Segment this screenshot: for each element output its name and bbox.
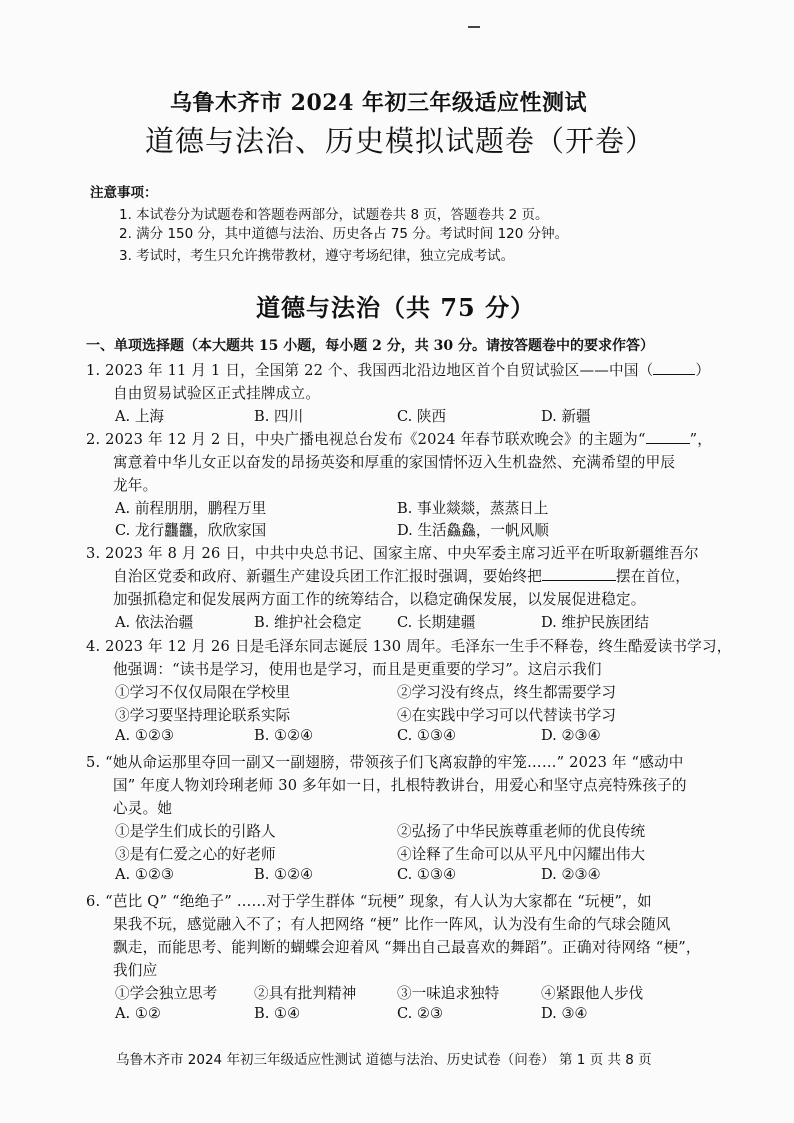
question-1-line: 1. 2023 年 11 月 1 日，全国第 22 个、我国西北沿边地区首个自贸试验区——中国（ ） bbox=[86, 362, 711, 379]
option-b: B. ①②④ bbox=[254, 866, 314, 883]
question-4-line: 4. 2023 年 12 月 26 日是毛泽东同志诞辰 130 周年。毛泽东一生手不释卷，终生酷爱读书学习， bbox=[86, 638, 732, 655]
question-5-line: 心灵。她 bbox=[113, 800, 173, 817]
question-3-line: 加强抓稳定和促发展两方面工作的统筹结合，以稳定确保发展，以发展促进稳定。 bbox=[113, 591, 646, 608]
question-6-line: 飘走，而能思考、能判断的蝴蝶会迎着风 “舞出自己最喜欢的舞蹈”。正确对待网络 “梗”， bbox=[113, 939, 701, 956]
option-c: C. 长期建疆 bbox=[397, 614, 476, 631]
statement-1: ①是学生们成长的引路人 bbox=[115, 823, 276, 840]
question-2-line: 寓意着中华儿女正以奋发的昂扬英姿和厚重的家国情怀迈入生机盎然、充满希望的甲辰 bbox=[113, 454, 676, 471]
page-footer: 乌鲁木齐市 2024 年初三年级适应性测试 道德与法治、历史试卷（问卷） 第 1 页 共 8 页 bbox=[116, 1052, 652, 1068]
question-5-line: 5. “她从命运那里夺回一副又一副翅膀，带领孩子们飞离寂静的牢笼……” 2023 年 “感动中 bbox=[86, 754, 684, 771]
option-d: D. ②③④ bbox=[541, 866, 601, 883]
statement-2: ②具有批判精神 bbox=[254, 985, 357, 1002]
option-a: A. ①② bbox=[115, 1005, 161, 1022]
question-2-line: 龙年。 bbox=[113, 477, 158, 494]
statement-1: ①学会独立思考 bbox=[115, 985, 218, 1002]
statement-4: ④紧跟他人步伐 bbox=[541, 985, 644, 1002]
option-d: D. ②③④ bbox=[541, 727, 601, 744]
question-6-line: 6. “芭比 Q” “绝绝子” ……对于学生群体 “玩梗” 现象，有人认为大家都在 “玩梗”，如 bbox=[86, 893, 652, 910]
option-c: C. ②③ bbox=[397, 1005, 444, 1022]
question-6-line: 我们应 bbox=[113, 962, 158, 979]
answer-blank bbox=[653, 360, 695, 375]
section-title: 道德与法治（共 75 分） bbox=[256, 293, 536, 322]
question-5-line: 国” 年度人物刘玲琍老师 30 多年如一日，扎根特教讲台，用爱心和坚守点亮特殊孩子的 bbox=[113, 777, 687, 794]
option-a: A. ①②③ bbox=[115, 727, 175, 744]
option-d: D. ③④ bbox=[541, 1005, 588, 1022]
option-a: A. 前程朋朋，鹏程万里 bbox=[115, 500, 267, 517]
notes-heading: 注意事项： bbox=[90, 185, 158, 201]
statement-4: ④诠释了生命可以从平凡中闪耀出伟大 bbox=[397, 846, 646, 863]
answer-blank bbox=[646, 429, 690, 444]
top-mark bbox=[468, 26, 480, 28]
option-b: B. 四川 bbox=[254, 408, 304, 425]
note-item: 3. 考试时，考生只允许携带教材，遵守考场纪律，独立完成考试。 bbox=[119, 248, 515, 264]
option-c: C. ①③④ bbox=[397, 727, 457, 744]
option-c: C. 龙行龘龘，欣欣家国 bbox=[115, 522, 267, 539]
option-b: B. 事业燚燚，蒸蒸日上 bbox=[397, 500, 549, 517]
option-a: A. 依法治疆 bbox=[115, 614, 194, 631]
option-a: A. ①②③ bbox=[115, 866, 175, 883]
statement-2: ②学习没有终点，终生都需要学习 bbox=[397, 684, 616, 701]
option-b: B. ①④ bbox=[254, 1005, 301, 1022]
question-2-line: 2. 2023 年 12 月 2 日，中央广播电视总台发布《2024 年春节联欢晚会》的主题为“ ”， bbox=[86, 431, 713, 448]
option-d: D. 生活鱻鱻，一帆风顺 bbox=[397, 522, 549, 539]
statement-1: ①学习不仅仅局限在学校里 bbox=[115, 684, 291, 701]
statement-3: ③是有仁爱之心的好老师 bbox=[115, 846, 276, 863]
option-b: B. ①②④ bbox=[254, 727, 314, 744]
option-c: C. ①③④ bbox=[397, 866, 457, 883]
paper-title: 道德与法治、历史模拟试题卷（开卷） bbox=[145, 124, 656, 158]
option-d: D. 新疆 bbox=[541, 408, 591, 425]
statement-3: ③学习要坚持理论联系实际 bbox=[115, 707, 291, 724]
option-a: A. 上海 bbox=[115, 408, 165, 425]
part-heading: 一、单项选择题（本大题共 15 小题，每小题 2 分，共 30 分。请按答题卷中的要求作答） bbox=[86, 338, 654, 354]
question-3-line: 3. 2023 年 8 月 26 日，中共中央总书记、国家主席、中央军委主席习近平在听取新疆维吾尔 bbox=[86, 545, 699, 562]
question-3-line: 自治区党委和政府、新疆生产建设兵团工作汇报时强调，要始终把 摆在首位， bbox=[113, 568, 691, 585]
note-item: 2. 满分 150 分，其中道德与法治、历史各占 75 分。考试时间 120 分钟。 bbox=[119, 226, 569, 242]
statement-3: ③一味追求独特 bbox=[397, 985, 500, 1002]
statement-2: ②弘扬了中华民族尊重老师的优良传统 bbox=[397, 823, 646, 840]
option-c: C. 陕西 bbox=[397, 408, 447, 425]
note-item: 1. 本试卷分为试题卷和答题卷两部分，试题卷共 8 页，答题卷共 2 页。 bbox=[119, 207, 549, 223]
exam-title: 乌鲁木齐市 2024 年初三年级适应性测试 bbox=[170, 90, 588, 116]
question-4-line: 他强调：“读书是学习，使用也是学习，而且是更重要的学习”。这启示我们 bbox=[113, 661, 602, 678]
option-b: B. 维护社会稳定 bbox=[254, 614, 362, 631]
answer-blank bbox=[542, 566, 616, 581]
question-6-line: 果我不玩，感觉融入不了；有人把网络 “梗” 比作一阵风，认为没有生命的气球会随风 bbox=[113, 916, 671, 933]
statement-4: ④在实践中学习可以代替读书学习 bbox=[397, 707, 616, 724]
option-d: D. 维护民族团结 bbox=[541, 614, 650, 631]
question-1-line: 自由贸易试验区正式挂牌成立。 bbox=[113, 385, 321, 402]
